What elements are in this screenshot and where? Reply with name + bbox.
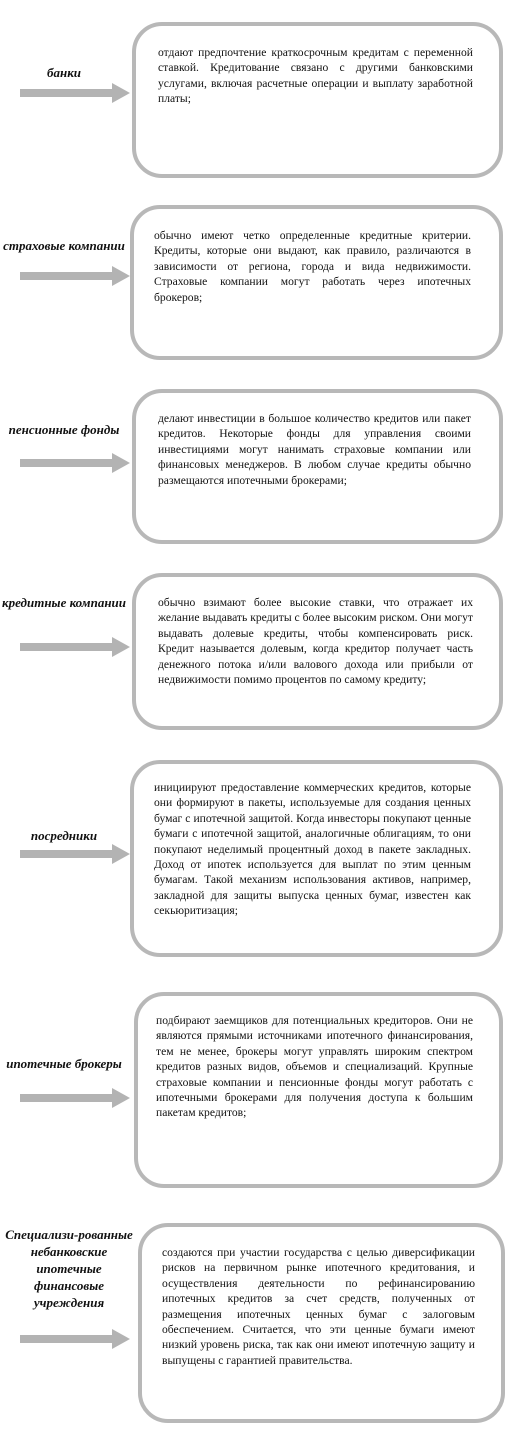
description-text: подбирают заемщиков для потенциальных кредиторов. Они не являются прямыми источниками ипотечного финансирования, тем не менее, брокеры могут управлять широким спектром кредитов разных видов, объемов и специализаций. Крупные страховые компании и пенсионные фонды могут работать с ипотечными брокерами для получения доступа к большим пакетам кредитов; bbox=[156, 1014, 473, 1120]
description-box-insurance bbox=[130, 205, 503, 360]
description-box-brokers bbox=[134, 992, 503, 1188]
arrow-right-icon bbox=[20, 1329, 130, 1349]
arrow-right-icon bbox=[20, 83, 130, 103]
arrow-right-icon bbox=[20, 1088, 130, 1108]
description-text: инициируют предоставление коммерческих кредитов, которые они формируют в пакеты, используемые для создания ценных бумаг с ипотечной защитой. Когда инвесторы покупают ценные бумаги с ипотечной защитой, аналогичные облигациям, то они покупают неделимый процентный доход в пакете закладных. Доход от ипотек используется для выплат по этим ценным бумагам. Такой механизм использования активов, например, закладной для защиты выпуска ценных бумаг, известен как секьюритизация; bbox=[154, 781, 471, 918]
arrow-right-icon bbox=[20, 266, 130, 286]
description-box-banks bbox=[132, 22, 503, 178]
category-label-credit: кредитные компании bbox=[2, 595, 126, 610]
description-text: отдают предпочтение краткосрочным кредитам с переменной ставкой. Кредитование связано с другими банковскими услугами, включая расчетные операции и выплату заработной платы; bbox=[158, 46, 473, 106]
description-text: создаются при участии государства с целью диверсификации рисков на первичном рынке ипотечного кредитования, и осуществления деятельности по рефинансированию ипотечных кредитов за счет средств, полученных от размещения ипотечных ценных бумаг с залоговым обеспечением. Считается, что эти ценные бумаги имеют низкий уровень риска, так как они имеют ипотечную защиту и выпущены с гарантией правительства. bbox=[162, 1246, 475, 1367]
description-box-specialized bbox=[138, 1223, 505, 1423]
category-label-banks: банки bbox=[46, 65, 82, 80]
category-label-insurance: страховые компании bbox=[3, 238, 125, 253]
description-box-intermediaries bbox=[130, 760, 503, 957]
description-box-credit bbox=[132, 573, 503, 730]
category-label-specialized: Специализи-рованные небанковские ипотечные финансовые учреждения bbox=[5, 1227, 133, 1310]
description-text: обычно взимают более высокие ставки, что отражает их желание выдавать кредиты с более высоким риском. Они могут выдавать долевые кредиты, чтобы компенсировать риск. Кредит называется долевым, когда кредитор получает часть денежного потока и/или валового дохода или прибыли от недвижимости помимо процентов по самому кредиту; bbox=[158, 596, 473, 687]
category-label-brokers: ипотечные брокеры bbox=[6, 1056, 122, 1071]
category-label-intermediaries: посредники bbox=[30, 828, 98, 843]
description-text: обычно имеют четко определенные кредитные критерии. Кредиты, которые они выдают, как правило, различаются в зависимости от региона, города и вида недвижимости. Страховые компании могут работать через ипотечных брокеров; bbox=[154, 229, 471, 304]
description-text: делают инвестиции в большое количество кредитов или пакет кредитов. Некоторые фонды для управления своими инвестициями могут нанимать страховые компании или финансовых менеджеров. В любом случае кредиты обычно размещаются ипотечными брокерами; bbox=[158, 412, 471, 487]
category-label-pension: пенсионные фонды bbox=[8, 422, 120, 437]
arrow-right-icon bbox=[20, 453, 130, 473]
arrow-right-icon bbox=[20, 844, 130, 864]
arrow-right-icon bbox=[20, 637, 130, 657]
description-box-pension bbox=[132, 389, 503, 544]
